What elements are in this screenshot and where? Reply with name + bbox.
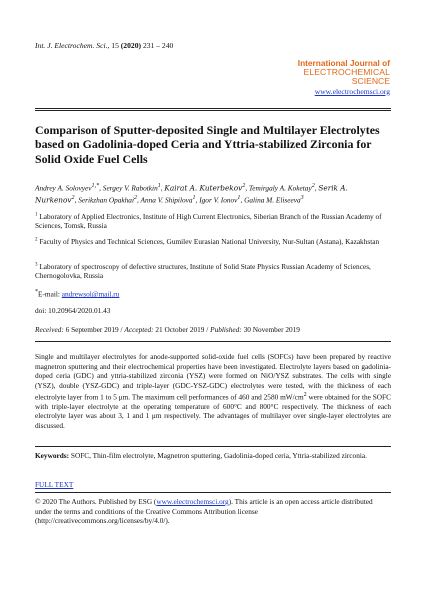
publication-dates bbox=[35, 325, 300, 334]
author-name: Kairat A. Kuterbekov bbox=[164, 183, 243, 193]
accepted-label: Accepted: bbox=[124, 325, 154, 334]
abstract-top-divider bbox=[35, 341, 391, 342]
published-date: 30 November 2019 bbox=[243, 325, 300, 334]
doi: doi: 10.20964/2020.01.43 bbox=[35, 306, 111, 315]
author-sup: 2 bbox=[133, 195, 138, 201]
citation-volume: 15 bbox=[111, 41, 119, 50]
license-journal-link[interactable]: www.electrochemsci.org bbox=[156, 497, 229, 506]
received-date: 6 September 2019 bbox=[65, 325, 119, 334]
journal-url-link[interactable]: www.electrochemsci.org bbox=[314, 86, 390, 96]
affiliation-number: 3 bbox=[35, 262, 38, 268]
author-sup: 1,* bbox=[91, 183, 100, 189]
affiliation-number: 1 bbox=[35, 212, 38, 218]
affiliation-2 bbox=[35, 237, 391, 246]
header-divider-thin bbox=[35, 110, 391, 111]
journal-name-line3: SCIENCE bbox=[351, 75, 390, 86]
email-label: E-mail: bbox=[38, 289, 60, 299]
author-name: Serikzhan Opakhai bbox=[78, 195, 134, 205]
author-sup: 2 bbox=[242, 183, 246, 189]
author-name: Serik A. Nurkenov bbox=[35, 183, 348, 205]
author-sup: 2 bbox=[71, 195, 75, 201]
citation-header bbox=[35, 41, 173, 50]
journal-logo bbox=[262, 59, 390, 96]
abstract-text-part1: Single and multilayer electrolytes for anode-supported solid-oxide fuel cells (SOFCs) have been prepared by reactive magnetron sputtering and their electrochemical properties have been investigated. Electrolyte layers based on gadolinia-doped ceria (GDC) and yttria-stabilized zirconia (YSZ) were formed on NiO/YSZ substrates. The cells with single (YSZ), double (YSZ-GDC) and triple-layer (GDC-YSZ-GDC) electrolytes were tested, with the thickness of each electrolyte layer from 1 to 5 μm. The maximum cell performances of 460 and 2580 mW/cm bbox=[35, 352, 391, 401]
author-sup: 1 bbox=[157, 183, 161, 189]
author-name: Anna V. Shipilova bbox=[140, 195, 193, 205]
journal-name-line1: International Journal of bbox=[297, 58, 390, 68]
abstract-sup: 2 bbox=[303, 391, 307, 398]
published-label: Published: bbox=[210, 325, 242, 334]
date-separator: / bbox=[120, 325, 123, 334]
author-name: Galina M. Eliseeva bbox=[244, 195, 301, 205]
date-separator: / bbox=[206, 325, 209, 334]
affiliation-text: Faculty of Physics and Technical Sciences, Gumilev Eurasian National University, Nur-Sultan (Astana), Kazakhstan bbox=[39, 237, 380, 246]
license-text-post: ). This article is an open access article distributed under the terms and conditions of the Creative Commons Attribution license (http://creativecommons.org/licenses/by/4.0/). bbox=[35, 497, 373, 526]
keywords bbox=[35, 451, 391, 461]
abstract-text-part2: were obtained for the SOFC with triple-layer electrolyte at the operating temperature of 600°C and 800°C respectively. The thickness of each electrolyte layer was about 3, 1 and 1 μm respectively. The advantages of multilayer over single-layer electrolytes are discussed. bbox=[35, 391, 391, 430]
keywords-text: SOFC, Thin-film electrolyte, Magnetron sputtering, Gadolinia-doped ceria, Yttria-stabilized zirconia. bbox=[70, 451, 367, 460]
affiliation-text: Laboratory of spectroscopy of defective structures, Institute of Solid State Physics Russian Academy of Sciences, Chernogolovka, Russia bbox=[35, 262, 371, 281]
accepted-date: 21 October 2019 bbox=[155, 325, 205, 334]
corresponding-email: *E-mail: andrewsol@mail.ru bbox=[35, 289, 120, 299]
author-name: Sergey V. Rabotkin bbox=[102, 183, 158, 193]
citation-journal: Int. J. Electrochem. Sci., bbox=[35, 41, 110, 50]
author-list: Andrey A. Solovyev$^{1,*}$, Sergey V. Rabotkin$^1$, Kairat A. Kuterbekov$^2$, Temirgaly A. Koketay$^2$, Serik A. Nurkenov$^2$, Serikzhan Opakhai$^2$, Anna V. Shipilova$^1$, Igor V. Ionov$^1$, Galina M. Eliseeva$^3$ bbox=[35, 183, 348, 205]
citation-pages: 231 – 240 bbox=[142, 41, 174, 50]
affiliation-number: 2 bbox=[35, 237, 38, 243]
license-text-pre: © 2020 The Authors. Published by ESG ( bbox=[35, 497, 157, 506]
full-text-link[interactable]: FULL TEXT bbox=[35, 480, 74, 489]
author-sup: 1 bbox=[192, 195, 196, 201]
email-link[interactable]: andrewsol@mail.ru bbox=[61, 289, 120, 299]
citation-year: (2020) bbox=[120, 41, 142, 50]
author-sup: 1 bbox=[237, 195, 241, 201]
abstract bbox=[35, 352, 391, 430]
keywords-label: Keywords: bbox=[35, 451, 70, 460]
author-sup: 3 bbox=[300, 195, 304, 201]
author-name: Igor V. Ionov bbox=[199, 195, 238, 205]
abstract-bottom-divider bbox=[35, 446, 391, 447]
journal-name-line2: ELECTROCHEMICAL bbox=[303, 66, 390, 77]
article-title: Comparison of Sputter-deposited Single and Multilayer Electrolytes based on Gadolinia-doped Ceria and Yttria-stabilized Zirconia for Solid Oxide Fuel Cells bbox=[35, 123, 380, 166]
affiliation-text: Laboratory of Applied Electronics, Institute of High Current Electronics, Siberian Branch of the Russian Academy of Sciences, Tomsk, Russia bbox=[35, 212, 382, 231]
author-name: Andrey A. Solovyev bbox=[35, 183, 92, 193]
received-label: Received: bbox=[35, 325, 64, 334]
license-divider bbox=[35, 492, 391, 493]
author-sup: 2 bbox=[311, 183, 315, 189]
author-name: Temirgaly A. Koketay bbox=[248, 183, 312, 193]
header-divider bbox=[35, 108, 391, 109]
affiliation-1 bbox=[35, 212, 391, 231]
license-notice bbox=[35, 497, 391, 526]
affiliation-3 bbox=[35, 262, 391, 281]
